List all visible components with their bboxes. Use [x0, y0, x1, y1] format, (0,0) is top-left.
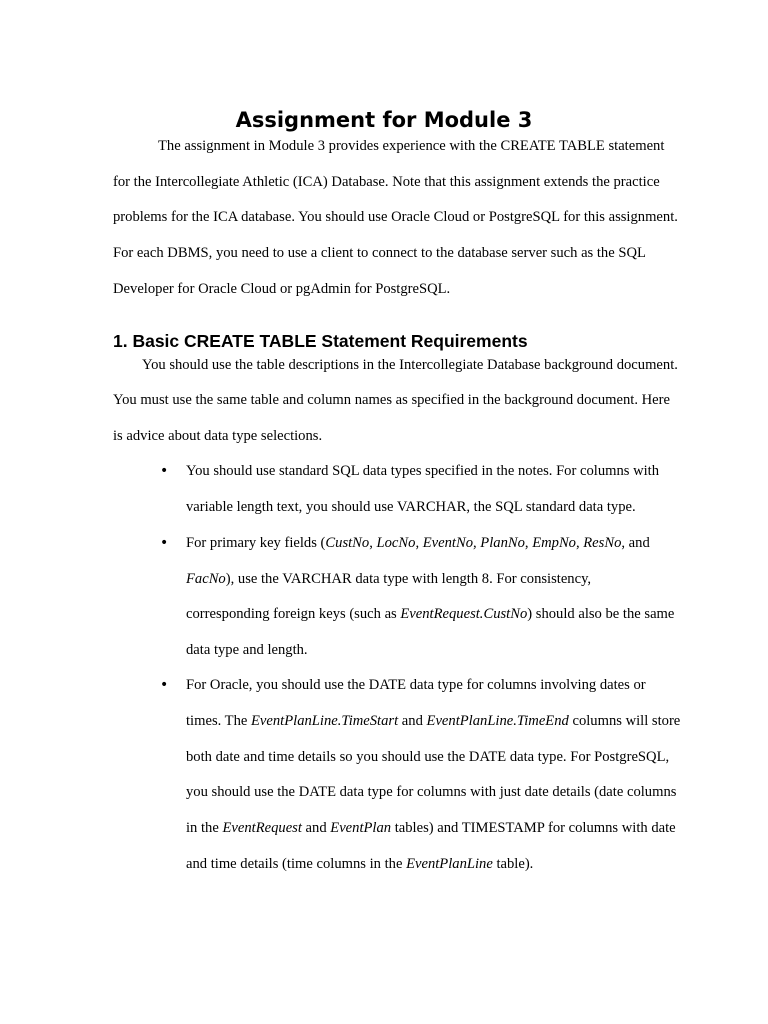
bullet-2-line-4: data type and length.	[186, 642, 308, 658]
section-heading: 1. Basic CREATE TABLE Statement Requirements	[113, 331, 528, 351]
bullet-3-line-6: and time details (time columns in the EventPlanLine table).	[186, 856, 534, 872]
bullet-1-line-2: variable length text, you should use VARCHAR, the SQL standard data type.	[186, 499, 636, 515]
intro-line-1: The assignment in Module 3 provides experience with the CREATE TABLE statement	[158, 138, 665, 154]
bullet-2-line-3: corresponding foreign keys (such as EventRequest.CustNo) should also be the same	[186, 606, 675, 622]
bullet-3-line-2: times. The EventPlanLine.TimeStart and EventPlanLine.TimeEnd columns will store	[186, 713, 681, 729]
bullet-3-line-1: For Oracle, you should use the DATE data type for columns involving dates or	[186, 677, 646, 693]
bullet-3-line-3: both date and time details so you should use the DATE data type. For PostgreSQL,	[186, 749, 670, 765]
bullet-3-line-4: you should use the DATE data type for columns with just date details (date columns	[186, 784, 677, 800]
bullet-2-line-2: FacNo), use the VARCHAR data type with length 8. For consistency,	[186, 571, 592, 587]
page-title: Assignment for Module 3	[235, 108, 533, 132]
intro-line-4: For each DBMS, you need to use a client to connect to the database server such as the SQL	[113, 245, 646, 261]
section-para-line-1: You should use the table descriptions in the Intercollegiate Database background document.	[142, 357, 678, 373]
intro-line-2: for the Intercollegiate Athletic (ICA) Database. Note that this assignment extends the practice	[113, 174, 660, 190]
intro-line-3: problems for the ICA database. You should use Oracle Cloud or PostgreSQL for this assignment.	[113, 209, 678, 225]
bullet-marker: •	[160, 463, 169, 479]
bullet-2-line-1: For primary key fields (CustNo, LocNo, EventNo, PlanNo, EmpNo, ResNo, and	[186, 535, 650, 551]
section-para-line-2: You must use the same table and column names as specified in the background document. Here	[113, 392, 670, 408]
bullet-3-line-5: in the EventRequest and EventPlan tables) and TIMESTAMP for columns with date	[186, 820, 676, 836]
intro-line-5: Developer for Oracle Cloud or pgAdmin for PostgreSQL.	[113, 281, 451, 297]
bullet-1-line-1: You should use standard SQL data types specified in the notes. For columns with	[186, 463, 660, 479]
bullet-marker: •	[160, 677, 169, 693]
section-para-line-3: is advice about data type selections.	[113, 428, 323, 444]
bullet-marker: •	[160, 535, 169, 551]
